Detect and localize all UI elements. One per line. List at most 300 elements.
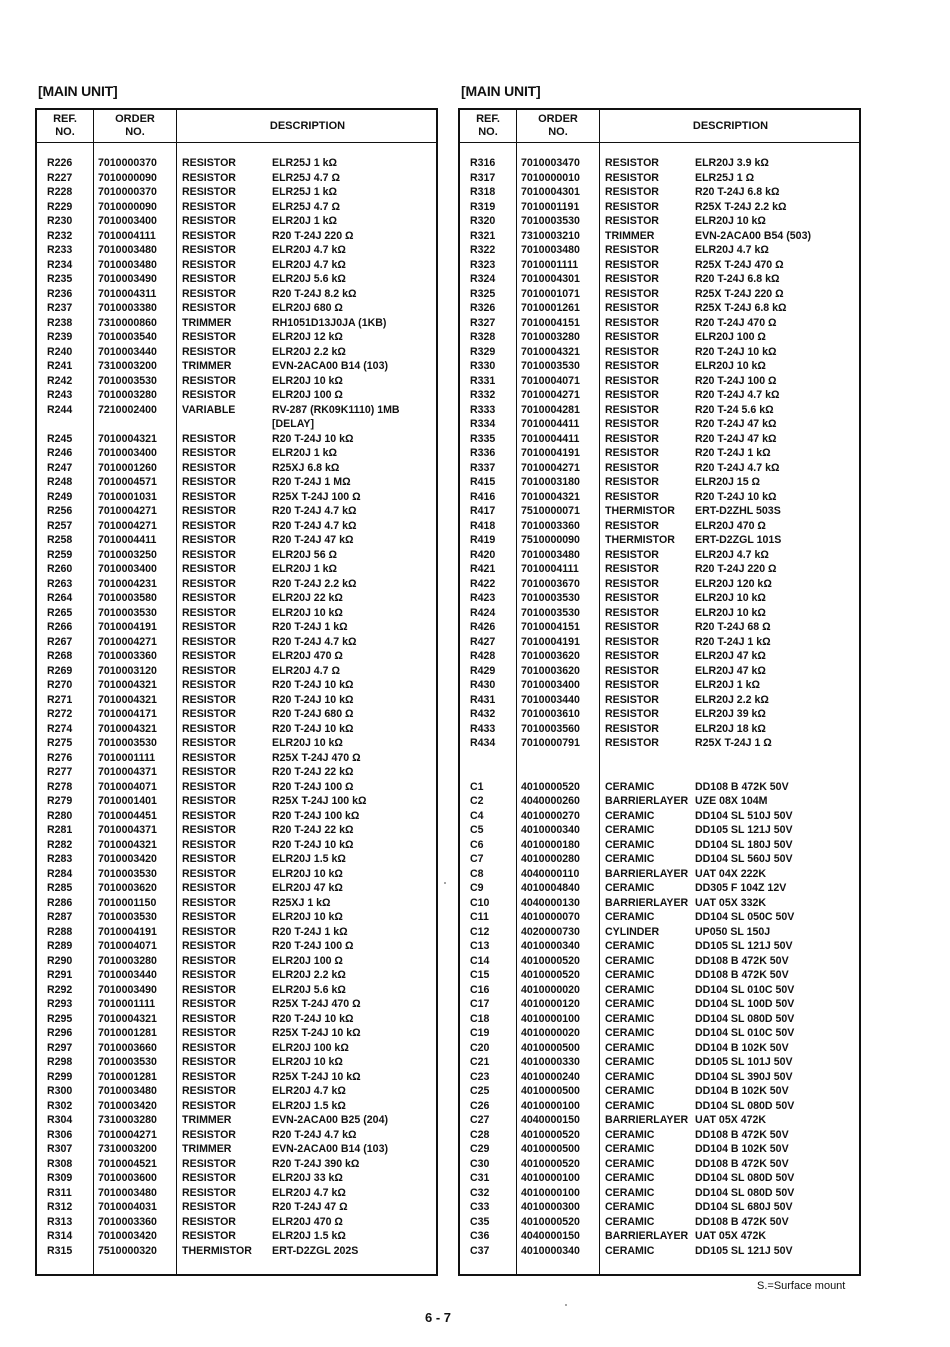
cell-ref-no: C10 bbox=[470, 896, 490, 909]
cell-part-type: CERAMIC bbox=[605, 780, 655, 793]
cell-order-no: 7010003470 bbox=[521, 157, 580, 169]
cell-ref-no: R330 bbox=[470, 360, 496, 372]
cell-order-no: 4010000500 bbox=[521, 1041, 580, 1054]
cell-part-type: TRIMMER bbox=[182, 1143, 232, 1155]
cell-ref-no: R259 bbox=[47, 548, 73, 561]
table-row bbox=[37, 983, 436, 998]
table-row bbox=[37, 301, 436, 316]
cell-part-type: RESISTOR bbox=[182, 1172, 236, 1184]
cell-part-spec: ELR25J 4.7 Ω bbox=[272, 200, 340, 213]
cell-ref-no: R239 bbox=[47, 331, 73, 343]
cell-ref-no: R281 bbox=[47, 824, 73, 836]
table-row bbox=[37, 156, 436, 171]
table-row bbox=[37, 388, 436, 403]
cell-ref-no: C8 bbox=[470, 867, 484, 880]
table-row bbox=[460, 374, 859, 389]
table-row bbox=[37, 504, 436, 519]
cell-part-spec: ELR20J 1 kΩ bbox=[272, 447, 338, 459]
cell-part-spec: DD108 B 472K 50V bbox=[695, 1157, 789, 1170]
cell-ref-no: C20 bbox=[470, 1041, 490, 1054]
cell-part-spec: R20 T-24J 6.8 kΩ bbox=[695, 273, 780, 285]
cell-ref-no: R226 bbox=[47, 157, 73, 169]
cell-part-type: RESISTOR bbox=[182, 983, 236, 996]
cell-part-spec: DD105 SL 121J 50V bbox=[695, 824, 793, 836]
table-row bbox=[37, 968, 436, 983]
table-row bbox=[460, 519, 859, 534]
cell-order-no: 7010003420 bbox=[98, 1099, 157, 1112]
right-section-title: [MAIN UNIT] bbox=[461, 83, 541, 99]
cell-ref-no: R266 bbox=[47, 621, 73, 633]
cell-part-spec: R20 T-24J 1 kΩ bbox=[272, 925, 348, 938]
cell-part-spec: ELR25J 4.7 Ω bbox=[272, 171, 340, 184]
cell-part-spec: R20 T-24J 390 kΩ bbox=[272, 1157, 360, 1170]
cell-part-spec: R20 T-24J 680 Ω bbox=[272, 708, 354, 720]
cell-part-spec: ELR20J 1 kΩ bbox=[272, 215, 338, 227]
cell-ref-no: R293 bbox=[47, 998, 73, 1010]
cell-order-no: 7010004321 bbox=[98, 722, 157, 735]
cell-part-type: RESISTOR bbox=[182, 171, 236, 184]
cell-part-spec: DD104 SL 080D 50V bbox=[695, 1099, 795, 1112]
cell-ref-no: R332 bbox=[470, 389, 496, 401]
cell-order-no: 4040000150 bbox=[521, 1230, 580, 1242]
cell-ref-no: R328 bbox=[470, 331, 496, 343]
cell-part-type: RESISTOR bbox=[605, 447, 659, 459]
cell-order-no: 7010004111 bbox=[98, 229, 156, 242]
table-row bbox=[37, 287, 436, 302]
table-row bbox=[460, 968, 859, 983]
cell-part-type: RESISTOR bbox=[182, 157, 236, 169]
table-row bbox=[460, 490, 859, 505]
table-row bbox=[37, 1099, 436, 1114]
cell-part-type: RESISTOR bbox=[182, 664, 236, 677]
table-row bbox=[460, 867, 859, 882]
cell-part-type: RESISTOR bbox=[182, 258, 236, 271]
table-row bbox=[460, 1215, 859, 1230]
cell-order-no: 7010003440 bbox=[521, 693, 580, 706]
cell-ref-no: R312 bbox=[47, 1201, 73, 1213]
cell-ref-no: R424 bbox=[470, 606, 496, 619]
table-row bbox=[37, 867, 436, 882]
cell-part-type: RESISTOR bbox=[182, 693, 236, 706]
cell-part-type: RESISTOR bbox=[182, 679, 236, 691]
cell-ref-no: C26 bbox=[470, 1099, 490, 1112]
cell-part-spec: R25X T-24J 100 Ω bbox=[272, 490, 361, 503]
cell-part-spec: DD104 SL 180J 50V bbox=[695, 838, 793, 851]
cell-ref-no: R270 bbox=[47, 679, 73, 691]
table-row bbox=[37, 562, 436, 577]
cell-part-spec: EVN-2ACA00 B54 (503) bbox=[695, 229, 811, 242]
cell-part-type: RESISTOR bbox=[182, 1056, 236, 1068]
cell-order-no: 7010003530 bbox=[521, 360, 580, 372]
cell-order-no: 4040000260 bbox=[521, 795, 580, 807]
cell-part-spec: DD105 SL 121J 50V bbox=[695, 1244, 793, 1257]
cell-order-no: 7010003360 bbox=[98, 1215, 157, 1228]
cell-part-type: RESISTOR bbox=[605, 708, 659, 720]
cell-order-no: 4010000520 bbox=[521, 1128, 580, 1141]
table-row bbox=[37, 272, 436, 287]
cell-ref-no: R329 bbox=[470, 345, 496, 358]
left-header-ref: REF. NO. bbox=[53, 113, 77, 138]
table-row bbox=[37, 1113, 436, 1128]
table-row bbox=[37, 693, 436, 708]
cell-part-spec: ELR20J 10 kΩ bbox=[272, 1056, 343, 1068]
right-header-ref: REF. NO. bbox=[476, 113, 500, 138]
cell-part-type: RESISTOR bbox=[182, 244, 236, 256]
cell-order-no: 4010004840 bbox=[521, 882, 580, 894]
table-row bbox=[37, 678, 436, 693]
table-row bbox=[37, 475, 436, 490]
cell-part-type: RESISTOR bbox=[182, 708, 236, 720]
table-row bbox=[37, 345, 436, 360]
cell-ref-no: R291 bbox=[47, 969, 73, 981]
cell-part-type: RESISTOR bbox=[605, 273, 659, 285]
table-row bbox=[37, 910, 436, 925]
cell-part-type: RESISTOR bbox=[605, 461, 659, 474]
table-row bbox=[37, 649, 436, 664]
cell-part-type: RESISTOR bbox=[182, 809, 236, 822]
cell-order-no: 4010000330 bbox=[521, 1056, 580, 1068]
cell-ref-no: R279 bbox=[47, 795, 73, 807]
cell-part-type: RESISTOR bbox=[605, 519, 659, 532]
cell-part-type: BARRIERLAYER bbox=[605, 795, 689, 807]
table-row bbox=[460, 1186, 859, 1201]
cell-part-type: RESISTOR bbox=[182, 389, 236, 401]
cell-part-spec: R20 T-24J 47 kΩ bbox=[695, 432, 777, 445]
cell-order-no: 4040000130 bbox=[521, 896, 580, 909]
cell-part-type: RESISTOR bbox=[182, 1186, 236, 1199]
cell-part-type: RESISTOR bbox=[182, 650, 236, 662]
cell-order-no: 7010003360 bbox=[98, 650, 157, 662]
table-row bbox=[460, 838, 859, 853]
cell-part-spec: DD104 SL 050C 50V bbox=[695, 911, 795, 923]
cell-ref-no: R286 bbox=[47, 896, 73, 909]
cell-part-spec: R20 T-24J 4.7 kΩ bbox=[272, 635, 357, 648]
cell-order-no: 7010001150 bbox=[98, 896, 157, 909]
cell-part-type: RESISTOR bbox=[605, 345, 659, 358]
table-row bbox=[37, 635, 436, 650]
cell-part-type: RESISTOR bbox=[605, 592, 659, 604]
cell-order-no: 7010000010 bbox=[521, 171, 580, 184]
cell-part-type: CERAMIC bbox=[605, 1099, 655, 1112]
cell-ref-no: R431 bbox=[470, 693, 496, 706]
cell-order-no: 4010000520 bbox=[521, 969, 580, 981]
table-row bbox=[460, 432, 859, 447]
cell-order-no: 7010000090 bbox=[98, 171, 157, 184]
cell-order-no: 7310003200 bbox=[98, 360, 157, 372]
cell-order-no: 4010000270 bbox=[521, 809, 580, 822]
cell-ref-no: R323 bbox=[470, 258, 496, 271]
cell-part-spec: R20 T-24J 22 kΩ bbox=[272, 824, 354, 836]
cell-part-spec: R20 T-24J 1 kΩ bbox=[695, 447, 771, 459]
table-row bbox=[460, 417, 859, 432]
cell-order-no: 4010000280 bbox=[521, 853, 580, 865]
cell-ref-no: R238 bbox=[47, 316, 73, 329]
cell-part-spec: R20 T-24J 10 kΩ bbox=[272, 838, 354, 851]
cell-part-type: RESISTOR bbox=[605, 316, 659, 329]
cell-ref-no: R233 bbox=[47, 244, 73, 256]
cell-order-no: 7010004271 bbox=[521, 389, 580, 401]
cell-ref-no: R267 bbox=[47, 635, 73, 648]
table-row bbox=[37, 1041, 436, 1056]
cell-ref-no: R263 bbox=[47, 577, 73, 590]
cell-part-spec: ELR20J 15 Ω bbox=[695, 476, 761, 488]
cell-part-spec: DD104 B 102K 50V bbox=[695, 1085, 789, 1097]
table-row bbox=[460, 272, 859, 287]
cell-order-no: 7010003620 bbox=[98, 882, 157, 894]
cell-part-spec: DD108 B 472K 50V bbox=[695, 780, 789, 793]
cell-order-no: 7010004191 bbox=[98, 925, 157, 938]
table-row bbox=[37, 606, 436, 621]
table-row bbox=[37, 1200, 436, 1215]
cell-part-type: RESISTOR bbox=[605, 650, 659, 662]
left-parts-table bbox=[35, 108, 438, 1276]
cell-part-spec: DD108 B 472K 50V bbox=[695, 954, 789, 967]
cell-part-type: RESISTOR bbox=[605, 157, 659, 169]
table-row bbox=[460, 1070, 859, 1085]
cell-part-type: RESISTOR bbox=[182, 476, 236, 488]
cell-order-no: 7310003280 bbox=[98, 1114, 157, 1126]
cell-part-type: RESISTOR bbox=[182, 490, 236, 503]
cell-part-spec: ELR20J 470 Ω bbox=[272, 650, 343, 662]
cell-ref-no: R285 bbox=[47, 882, 73, 894]
table-row bbox=[37, 417, 436, 432]
cell-ref-no: C12 bbox=[470, 925, 490, 938]
cell-part-type: RESISTOR bbox=[605, 258, 659, 271]
cell-part-spec: R25X T-24J 10 kΩ bbox=[272, 1027, 361, 1039]
cell-ref-no: R432 bbox=[470, 708, 496, 720]
table-row bbox=[37, 1186, 436, 1201]
cell-ref-no: C33 bbox=[470, 1201, 490, 1213]
cell-ref-no: R282 bbox=[47, 838, 73, 851]
cell-order-no: 7010003600 bbox=[98, 1172, 157, 1184]
cell-part-spec: ELR20J 1.5 kΩ bbox=[272, 1230, 346, 1242]
cell-part-spec: R20 T-24J 47 kΩ bbox=[272, 534, 354, 546]
table-row bbox=[37, 432, 436, 447]
cell-part-type: RESISTOR bbox=[605, 403, 659, 416]
cell-part-type: RESISTOR bbox=[182, 1230, 236, 1242]
cell-part-spec: ELR20J 18 kΩ bbox=[695, 722, 766, 735]
cell-part-type: RESISTOR bbox=[182, 621, 236, 633]
table-row bbox=[37, 1128, 436, 1143]
cell-part-spec: ELR20J 4.7 kΩ bbox=[272, 244, 346, 256]
cell-ref-no: R333 bbox=[470, 403, 496, 416]
cell-order-no: 7010003660 bbox=[98, 1041, 157, 1054]
cell-part-type: RESISTOR bbox=[605, 563, 659, 575]
cell-ref-no: R426 bbox=[470, 621, 496, 633]
cell-ref-no: C6 bbox=[470, 838, 484, 851]
table-row bbox=[460, 200, 859, 215]
cell-order-no: 7010004321 bbox=[98, 679, 157, 691]
cell-ref-no: R235 bbox=[47, 273, 73, 285]
cell-ref-no: R232 bbox=[47, 229, 73, 242]
cell-ref-no: R290 bbox=[47, 954, 73, 967]
cell-part-type: CERAMIC bbox=[605, 1157, 655, 1170]
cell-order-no: 7010003480 bbox=[98, 1085, 157, 1097]
cell-part-spec: R20 T-24 5.6 kΩ bbox=[695, 403, 774, 416]
cell-ref-no: R246 bbox=[47, 447, 73, 459]
table-row bbox=[37, 1012, 436, 1027]
cell-ref-no: R269 bbox=[47, 664, 73, 677]
table-row bbox=[37, 577, 436, 592]
cell-part-type: RESISTOR bbox=[182, 200, 236, 213]
cell-order-no: 4010000100 bbox=[521, 1186, 580, 1199]
cell-part-type: CERAMIC bbox=[605, 1215, 655, 1228]
cell-order-no: 7010001071 bbox=[521, 287, 580, 300]
table-row bbox=[460, 765, 859, 780]
cell-ref-no: R272 bbox=[47, 708, 73, 720]
cell-part-type: RESISTOR bbox=[605, 693, 659, 706]
cell-part-type: CERAMIC bbox=[605, 809, 655, 822]
cell-part-spec: ELR20J 10 kΩ bbox=[272, 606, 343, 619]
cell-ref-no: C2 bbox=[470, 795, 484, 807]
cell-ref-no: R335 bbox=[470, 432, 496, 445]
cell-part-type: CERAMIC bbox=[605, 1085, 655, 1097]
cell-part-spec: DD104 SL 680J 50V bbox=[695, 1201, 793, 1213]
cell-ref-no: R428 bbox=[470, 650, 496, 662]
cell-order-no: 7010004321 bbox=[521, 345, 580, 358]
cell-part-spec: ELR25J 1 Ω bbox=[695, 171, 755, 184]
table-row bbox=[460, 664, 859, 679]
cell-order-no: 7010004171 bbox=[98, 708, 157, 720]
table-row bbox=[37, 925, 436, 940]
cell-part-type: RESISTOR bbox=[182, 795, 236, 807]
cell-part-spec: R25XJ 6.8 kΩ bbox=[272, 461, 340, 474]
cell-ref-no: C23 bbox=[470, 1070, 490, 1083]
table-row bbox=[460, 649, 859, 664]
cell-order-no: 7010003250 bbox=[98, 548, 157, 561]
cell-order-no: 7010001281 bbox=[98, 1070, 157, 1083]
table-row bbox=[37, 214, 436, 229]
cell-ref-no: R331 bbox=[470, 374, 496, 387]
cell-ref-no: R315 bbox=[47, 1244, 73, 1257]
cell-order-no: 4010000340 bbox=[521, 1244, 580, 1257]
cell-order-no: 4010000020 bbox=[521, 1027, 580, 1039]
cell-part-type: RESISTOR bbox=[182, 925, 236, 938]
cell-ref-no: R314 bbox=[47, 1230, 73, 1242]
cell-part-spec: ELR20J 100 Ω bbox=[695, 331, 766, 343]
cell-part-type: CERAMIC bbox=[605, 1244, 655, 1257]
cell-part-spec: R25X T-24J 470 Ω bbox=[272, 751, 361, 764]
table-row bbox=[460, 1084, 859, 1099]
cell-ref-no: R237 bbox=[47, 302, 73, 314]
cell-part-type: RESISTOR bbox=[182, 1012, 236, 1025]
scan-speck bbox=[565, 1304, 567, 1306]
cell-part-type: TRIMMER bbox=[182, 1114, 232, 1126]
table-row bbox=[460, 243, 859, 258]
cell-ref-no: R324 bbox=[470, 273, 496, 285]
cell-part-type: TRIMMER bbox=[182, 316, 232, 329]
cell-part-type: CERAMIC bbox=[605, 824, 655, 836]
cell-part-type: RESISTOR bbox=[605, 548, 659, 561]
cell-part-spec: R25X T-24J 2.2 kΩ bbox=[695, 200, 787, 213]
cell-ref-no: R326 bbox=[470, 302, 496, 314]
cell-order-no: 7010004071 bbox=[98, 940, 157, 952]
cell-order-no: 7310003200 bbox=[98, 1143, 157, 1155]
cell-ref-no: R416 bbox=[470, 490, 496, 503]
cell-ref-no: R336 bbox=[470, 447, 496, 459]
cell-order-no: 7010004301 bbox=[521, 273, 580, 285]
cell-part-spec: R20 T-24J 100 Ω bbox=[272, 780, 354, 793]
cell-order-no: 7010003540 bbox=[98, 331, 157, 343]
cell-part-spec: ELR20J 56 Ω bbox=[272, 548, 338, 561]
cell-ref-no: C18 bbox=[470, 1012, 490, 1025]
cell-order-no: 7010003400 bbox=[98, 563, 157, 575]
cell-order-no: 7010004321 bbox=[98, 1012, 157, 1025]
table-row bbox=[37, 403, 436, 418]
table-row bbox=[37, 780, 436, 795]
right-header-order: ORDER NO. bbox=[538, 113, 578, 138]
cell-part-spec: ELR20J 470 Ω bbox=[695, 519, 766, 532]
cell-order-no: 7010004191 bbox=[521, 447, 580, 459]
cell-part-type: CERAMIC bbox=[605, 1027, 655, 1039]
cell-part-spec: ELR20J 12 kΩ bbox=[272, 331, 343, 343]
cell-ref-no: C25 bbox=[470, 1085, 490, 1097]
cell-order-no: 7210002400 bbox=[98, 403, 157, 416]
cell-ref-no: R244 bbox=[47, 403, 73, 416]
cell-part-spec: ELR20J 47 kΩ bbox=[272, 882, 343, 894]
cell-part-spec: UZE 08X 104M bbox=[695, 795, 768, 807]
cell-part-spec: DD104 SL 010C 50V bbox=[695, 983, 795, 996]
cell-part-type: CERAMIC bbox=[605, 940, 655, 952]
cell-order-no: 7010003530 bbox=[98, 737, 157, 749]
cell-part-type: RESISTOR bbox=[605, 171, 659, 184]
cell-ref-no: R234 bbox=[47, 258, 73, 271]
cell-ref-no: R228 bbox=[47, 186, 73, 198]
table-row bbox=[460, 287, 859, 302]
cell-part-spec: R20 T-24J 6.8 kΩ bbox=[695, 186, 780, 198]
cell-order-no: 7010004301 bbox=[521, 186, 580, 198]
cell-order-no: 7010000791 bbox=[521, 737, 580, 749]
cell-part-spec: ELR20J 39 kΩ bbox=[695, 708, 766, 720]
cell-ref-no: R241 bbox=[47, 360, 73, 372]
cell-order-no: 7010000090 bbox=[98, 200, 157, 213]
table-row bbox=[37, 809, 436, 824]
cell-part-type: CERAMIC bbox=[605, 983, 655, 996]
cell-part-spec: R20 T-24J 4.7 kΩ bbox=[695, 461, 780, 474]
cell-part-spec: R20 T-24J 10 kΩ bbox=[695, 490, 777, 503]
cell-part-spec: DD105 SL 121J 50V bbox=[695, 940, 793, 952]
cell-part-type: RESISTOR bbox=[182, 838, 236, 851]
cell-part-type: RESISTOR bbox=[182, 1027, 236, 1039]
table-row bbox=[37, 707, 436, 722]
cell-order-no: 7010000370 bbox=[98, 157, 157, 169]
cell-part-spec: ELR20J 4.7 kΩ bbox=[272, 1186, 346, 1199]
cell-part-spec: R25X T-24J 100 kΩ bbox=[272, 795, 367, 807]
cell-ref-no: R298 bbox=[47, 1056, 73, 1068]
cell-ref-no: R284 bbox=[47, 867, 73, 880]
cell-order-no: 7010004151 bbox=[521, 316, 580, 329]
table-row bbox=[460, 881, 859, 896]
cell-ref-no: C37 bbox=[470, 1244, 490, 1257]
cell-order-no: 7010004191 bbox=[98, 621, 157, 633]
cell-part-spec: RH1051D13J0JA (1KB) bbox=[272, 316, 387, 329]
cell-order-no: 7010003280 bbox=[98, 954, 157, 967]
cell-order-no: 7010001281 bbox=[98, 1027, 157, 1039]
cell-ref-no: R256 bbox=[47, 505, 73, 517]
cell-ref-no: C30 bbox=[470, 1157, 490, 1170]
cell-part-type: RESISTOR bbox=[182, 766, 236, 778]
cell-ref-no: R227 bbox=[47, 171, 73, 184]
table-row bbox=[460, 606, 859, 621]
cell-order-no: 7010004191 bbox=[521, 635, 580, 648]
right-header-description: DESCRIPTION bbox=[692, 119, 769, 132]
cell-part-spec: ELR20J 10 kΩ bbox=[272, 867, 343, 880]
cell-part-spec: ELR20J 3.9 kΩ bbox=[695, 157, 769, 169]
cell-part-spec: ELR20J 100 Ω bbox=[272, 389, 343, 401]
cell-part-type: RESISTOR bbox=[605, 215, 659, 227]
cell-ref-no: R325 bbox=[470, 287, 496, 300]
scan-speck bbox=[444, 882, 446, 884]
